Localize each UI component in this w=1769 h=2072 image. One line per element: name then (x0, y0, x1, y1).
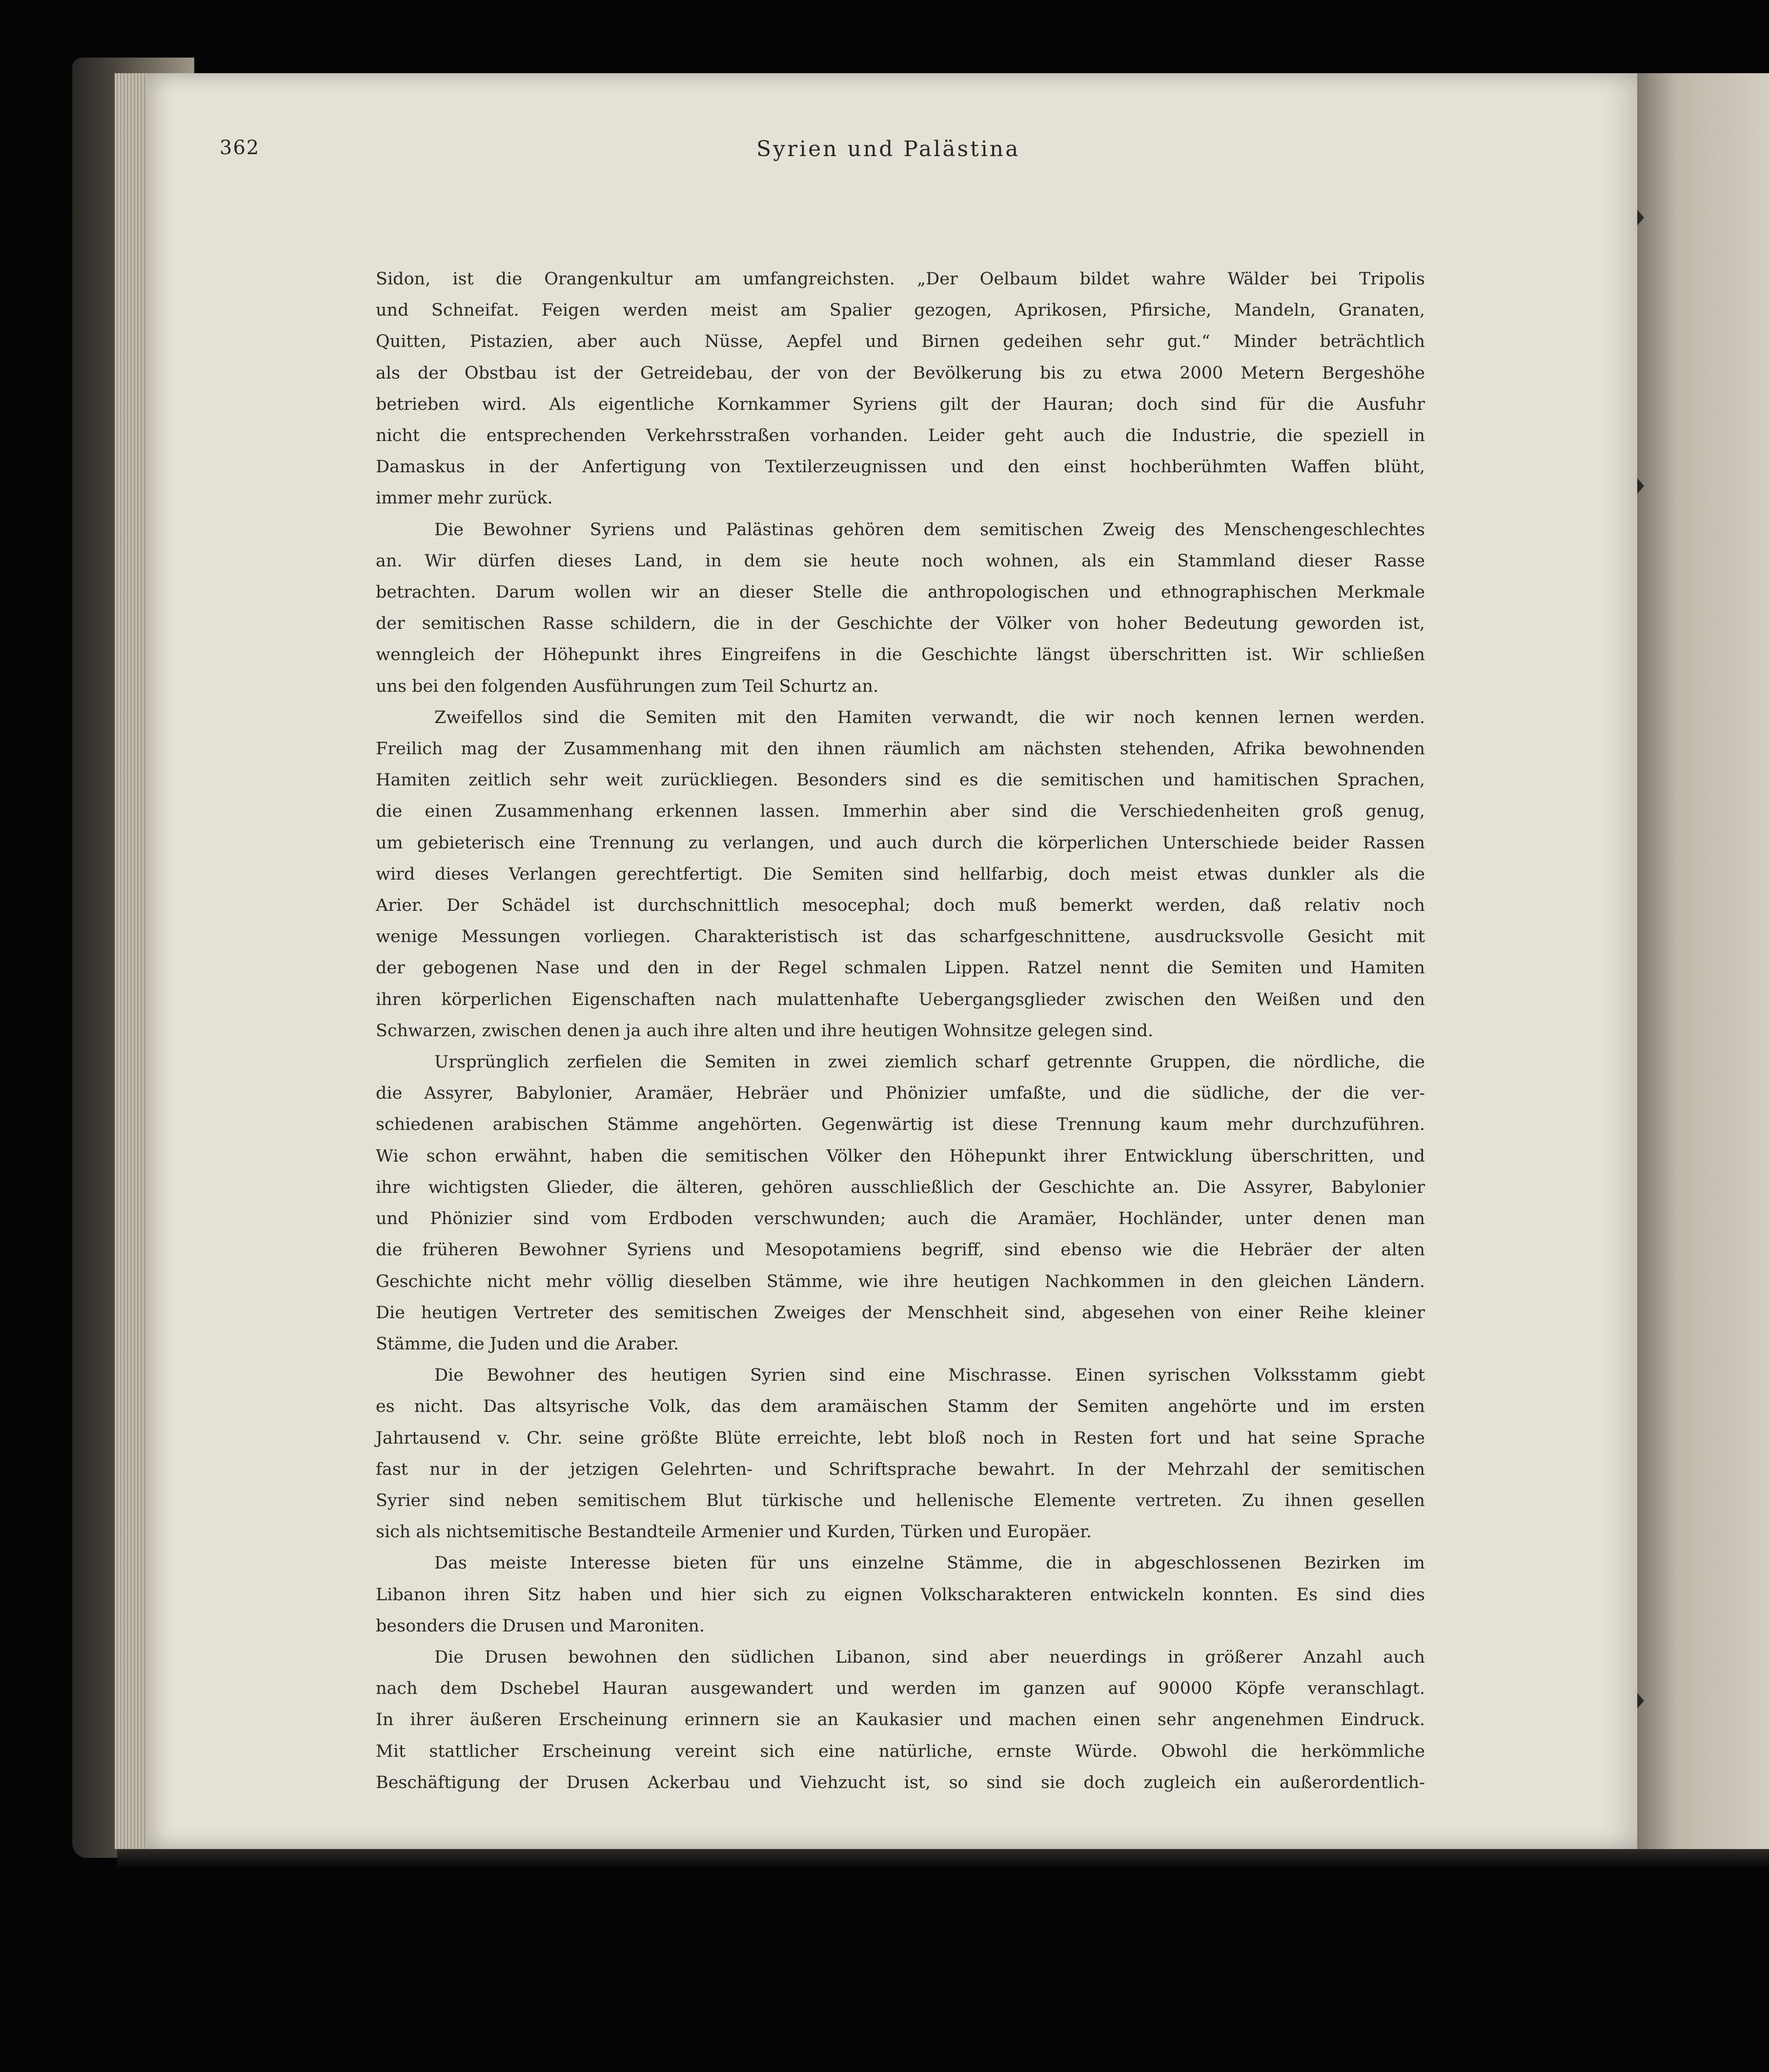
text-line: nicht die entsprechenden Verkehrsstraßen vorhanden. Leider geht auch die Industrie, die speziell in (376, 426, 1425, 446)
text-line: um gebieterisch eine Trennung zu verlangen, und auch durch die körperlichen Unterschiede beider Rassen (376, 833, 1425, 853)
text-line: Wie schon erwähnt, haben die semitischen Völker den Höhepunkt ihrer Entwicklung überschritten, und (376, 1146, 1425, 1166)
text-line: schiedenen arabischen Stämme angehörten. Gegenwärtig ist diese Trennung kaum mehr durchzuführen. (376, 1115, 1425, 1135)
text-line: der semitischen Rasse schildern, die in der Geschichte der Völker von hoher Bedeutung geworden ist, (376, 614, 1425, 634)
text-line: uns bei den folgenden Ausführungen zum Teil Schurtz an. (376, 676, 879, 696)
text-line: ihren körperlichen Eigenschaften nach mulattenhafte Uebergangsglieder zwischen den Weißen und den (376, 989, 1425, 1009)
text-line: und Phönizier sind vom Erdboden verschwunden; auch die Aramäer, Hochländer, unter denen man (376, 1209, 1425, 1229)
text-line: Damaskus in der Anfertigung von Textilerzeugnissen und den einst hochberühmten Waffen blüht, (376, 457, 1425, 477)
text-line: sich als nichtsemitische Bestandteile Armenier und Kurden, Türken und Europäer. (376, 1522, 1092, 1542)
text-line: Das meiste Interesse bieten für uns einzelne Stämme, die in abgeschlossenen Bezirken im (434, 1553, 1425, 1573)
text-line: Sidon, ist die Orangenkultur am umfangreichsten. „Der Oelbaum bildet wahre Wälder bei Tripolis (376, 269, 1425, 289)
text-line: es nicht. Das altsyrische Volk, das dem aramäischen Stamm der Semiten angehörte und im ersten (376, 1397, 1425, 1417)
text-line: Jahrtausend v. Chr. seine größte Blüte erreichte, lebt bloß noch in Resten fort und hat seine Sprache (376, 1428, 1425, 1448)
text-line: Hamiten zeitlich sehr weit zurückliegen. Besonders sind es die semitischen und hamitischen Sprachen, (376, 770, 1425, 790)
page-marker (1637, 1693, 1644, 1709)
text-line: wenngleich der Höhepunkt ihres Eingreifens in die Geschichte längst überschritten ist. Wir schließen (376, 645, 1425, 665)
text-line: Die Drusen bewohnen den südlichen Libanon, sind aber neuerdings in größerer Anzahl auch (434, 1647, 1425, 1667)
text-line: die einen Zusammenhang erkennen lassen. Immerhin aber sind die Verschiedenheiten groß genug, (376, 802, 1425, 822)
text-line: wenige Messungen vorliegen. Charakteristisch ist das scharfgeschnittene, ausdrucksvolle Gesicht mit (376, 927, 1425, 947)
page-marker (1637, 210, 1644, 225)
text-line: die früheren Bewohner Syriens und Mesopotamiens begriff, sind ebenso wie die Hebräer der alten (376, 1240, 1425, 1260)
text-line: Geschichte nicht mehr völlig dieselben Stämme, wie ihre heutigen Nachkommen in den gleichen Ländern. (376, 1271, 1425, 1291)
text-line: Mit stattlicher Erscheinung vereint sich eine natürliche, ernste Würde. Obwohl die herkömmliche (376, 1741, 1425, 1761)
text-line: Zweifellos sind die Semiten mit den Hamiten verwandt, die wir noch kennen lernen werden. (434, 707, 1425, 727)
text-line: Schwarzen, zwischen denen ja auch ihre alten und ihre heutigen Wohnsitze gelegen sind. (376, 1021, 1154, 1041)
paragraph (376, 1548, 1425, 1642)
text-line: betrieben wird. Als eigentliche Kornkammer Syriens gilt der Hauran; doch sind für die Ausfuhr (376, 394, 1425, 414)
text-line: die Assyrer, Babylonier, Aramäer, Hebräer und Phönizier umfaßte, und die südliche, der die ver- (376, 1084, 1425, 1104)
body-text (376, 263, 1425, 1798)
text-line: Beschäftigung der Drusen Ackerbau und Viehzucht ist, so sind sie doch zugleich ein außerordentlich- (376, 1772, 1425, 1792)
text-line: In ihrer äußeren Erscheinung erinnern sie an Kaukasier und machen einen sehr angenehmen Eindruck. (376, 1710, 1425, 1730)
text-line: wird dieses Verlangen gerechtfertigt. Die Semiten sind hellfarbig, doch meist etwas dunkler als die (376, 864, 1425, 884)
running-title: Syrien und Palästina (756, 137, 1020, 161)
text-line: immer mehr zurück. (376, 488, 553, 508)
facing-page-edge (1637, 73, 1769, 1849)
paragraph (376, 263, 1425, 514)
paragraph (376, 1642, 1425, 1798)
text-line: Libanon ihren Sitz haben und hier sich zu eignen Volkscharakteren entwickeln konnten. Es sind dies (376, 1585, 1425, 1605)
text-line: an. Wir dürfen dieses Land, in dem sie heute noch wohnen, als ein Stammland dieser Rasse (376, 551, 1425, 571)
paragraph (376, 702, 1425, 1046)
text-line: betrachten. Darum wollen wir an dieser Stelle die anthropologischen und ethnographischen Merkmale (376, 583, 1425, 603)
text-line: Ursprünglich zerfielen die Semiten in zwei ziemlich scharf getrennte Gruppen, die nördliche, die (434, 1052, 1425, 1072)
text-line: Die Bewohner Syriens und Palästinas gehören dem semitischen Zweig des Menschengeschlechtes (434, 520, 1425, 540)
page-number: 362 (220, 137, 260, 159)
page-marker (1637, 478, 1644, 494)
text-line: fast nur in der jetzigen Gelehrten- und Schriftsprache bewahrt. In der Mehrzahl der semitischen (376, 1459, 1425, 1479)
text-line: besonders die Drusen und Maroniten. (376, 1616, 705, 1636)
page-header (0, 137, 1769, 171)
text-line: Die heutigen Vertreter des semitischen Zweiges der Menschheit sind, abgesehen von einer Reihe kleiner (376, 1303, 1425, 1323)
text-line: Syrier sind neben semitischem Blut türkische und hellenische Elemente vertreten. Zu ihnen gesellen (376, 1490, 1425, 1510)
text-line: und Schneifat. Feigen werden meist am Spalier gezogen, Aprikosen, Pfirsiche, Mandeln, Granaten, (376, 301, 1425, 321)
paragraph (376, 1360, 1425, 1548)
text-line: Quitten, Pistazien, aber auch Nüsse, Aepfel und Birnen gedeihen sehr gut.“ Minder beträchtlich (376, 332, 1425, 352)
text-line: Stämme, die Juden und die Araber. (376, 1334, 679, 1354)
paragraph (376, 1046, 1425, 1360)
paragraph (376, 514, 1425, 702)
book-bottom-shadow (117, 1849, 1769, 1869)
text-line: ihre wichtigsten Glieder, die älteren, gehören ausschließlich der Geschichte an. Die Assyrer, Babylonier (376, 1177, 1425, 1197)
text-line: Freilich mag der Zusammenhang mit den ihnen räumlich am nächsten stehenden, Afrika bewohnenden (376, 739, 1425, 759)
text-line: nach dem Dschebel Hauran ausgewandert und werden im ganzen auf 90000 Köpfe veranschlagt. (376, 1679, 1425, 1699)
text-line: als der Obstbau ist der Getreidebau, der von der Bevölkerung bis zu etwa 2000 Metern Bergeshöhe (376, 363, 1425, 383)
text-line: Die Bewohner des heutigen Syrien sind eine Mischrasse. Einen syrischen Volksstamm giebt (434, 1366, 1425, 1386)
text-line: der gebogenen Nase und den in der Regel schmalen Lippen. Ratzel nennt die Semiten und Hamiten (376, 958, 1425, 978)
text-line: Arier. Der Schädel ist durchschnittlich mesocephal; doch muß bemerkt werden, daß relativ noch (376, 896, 1425, 916)
